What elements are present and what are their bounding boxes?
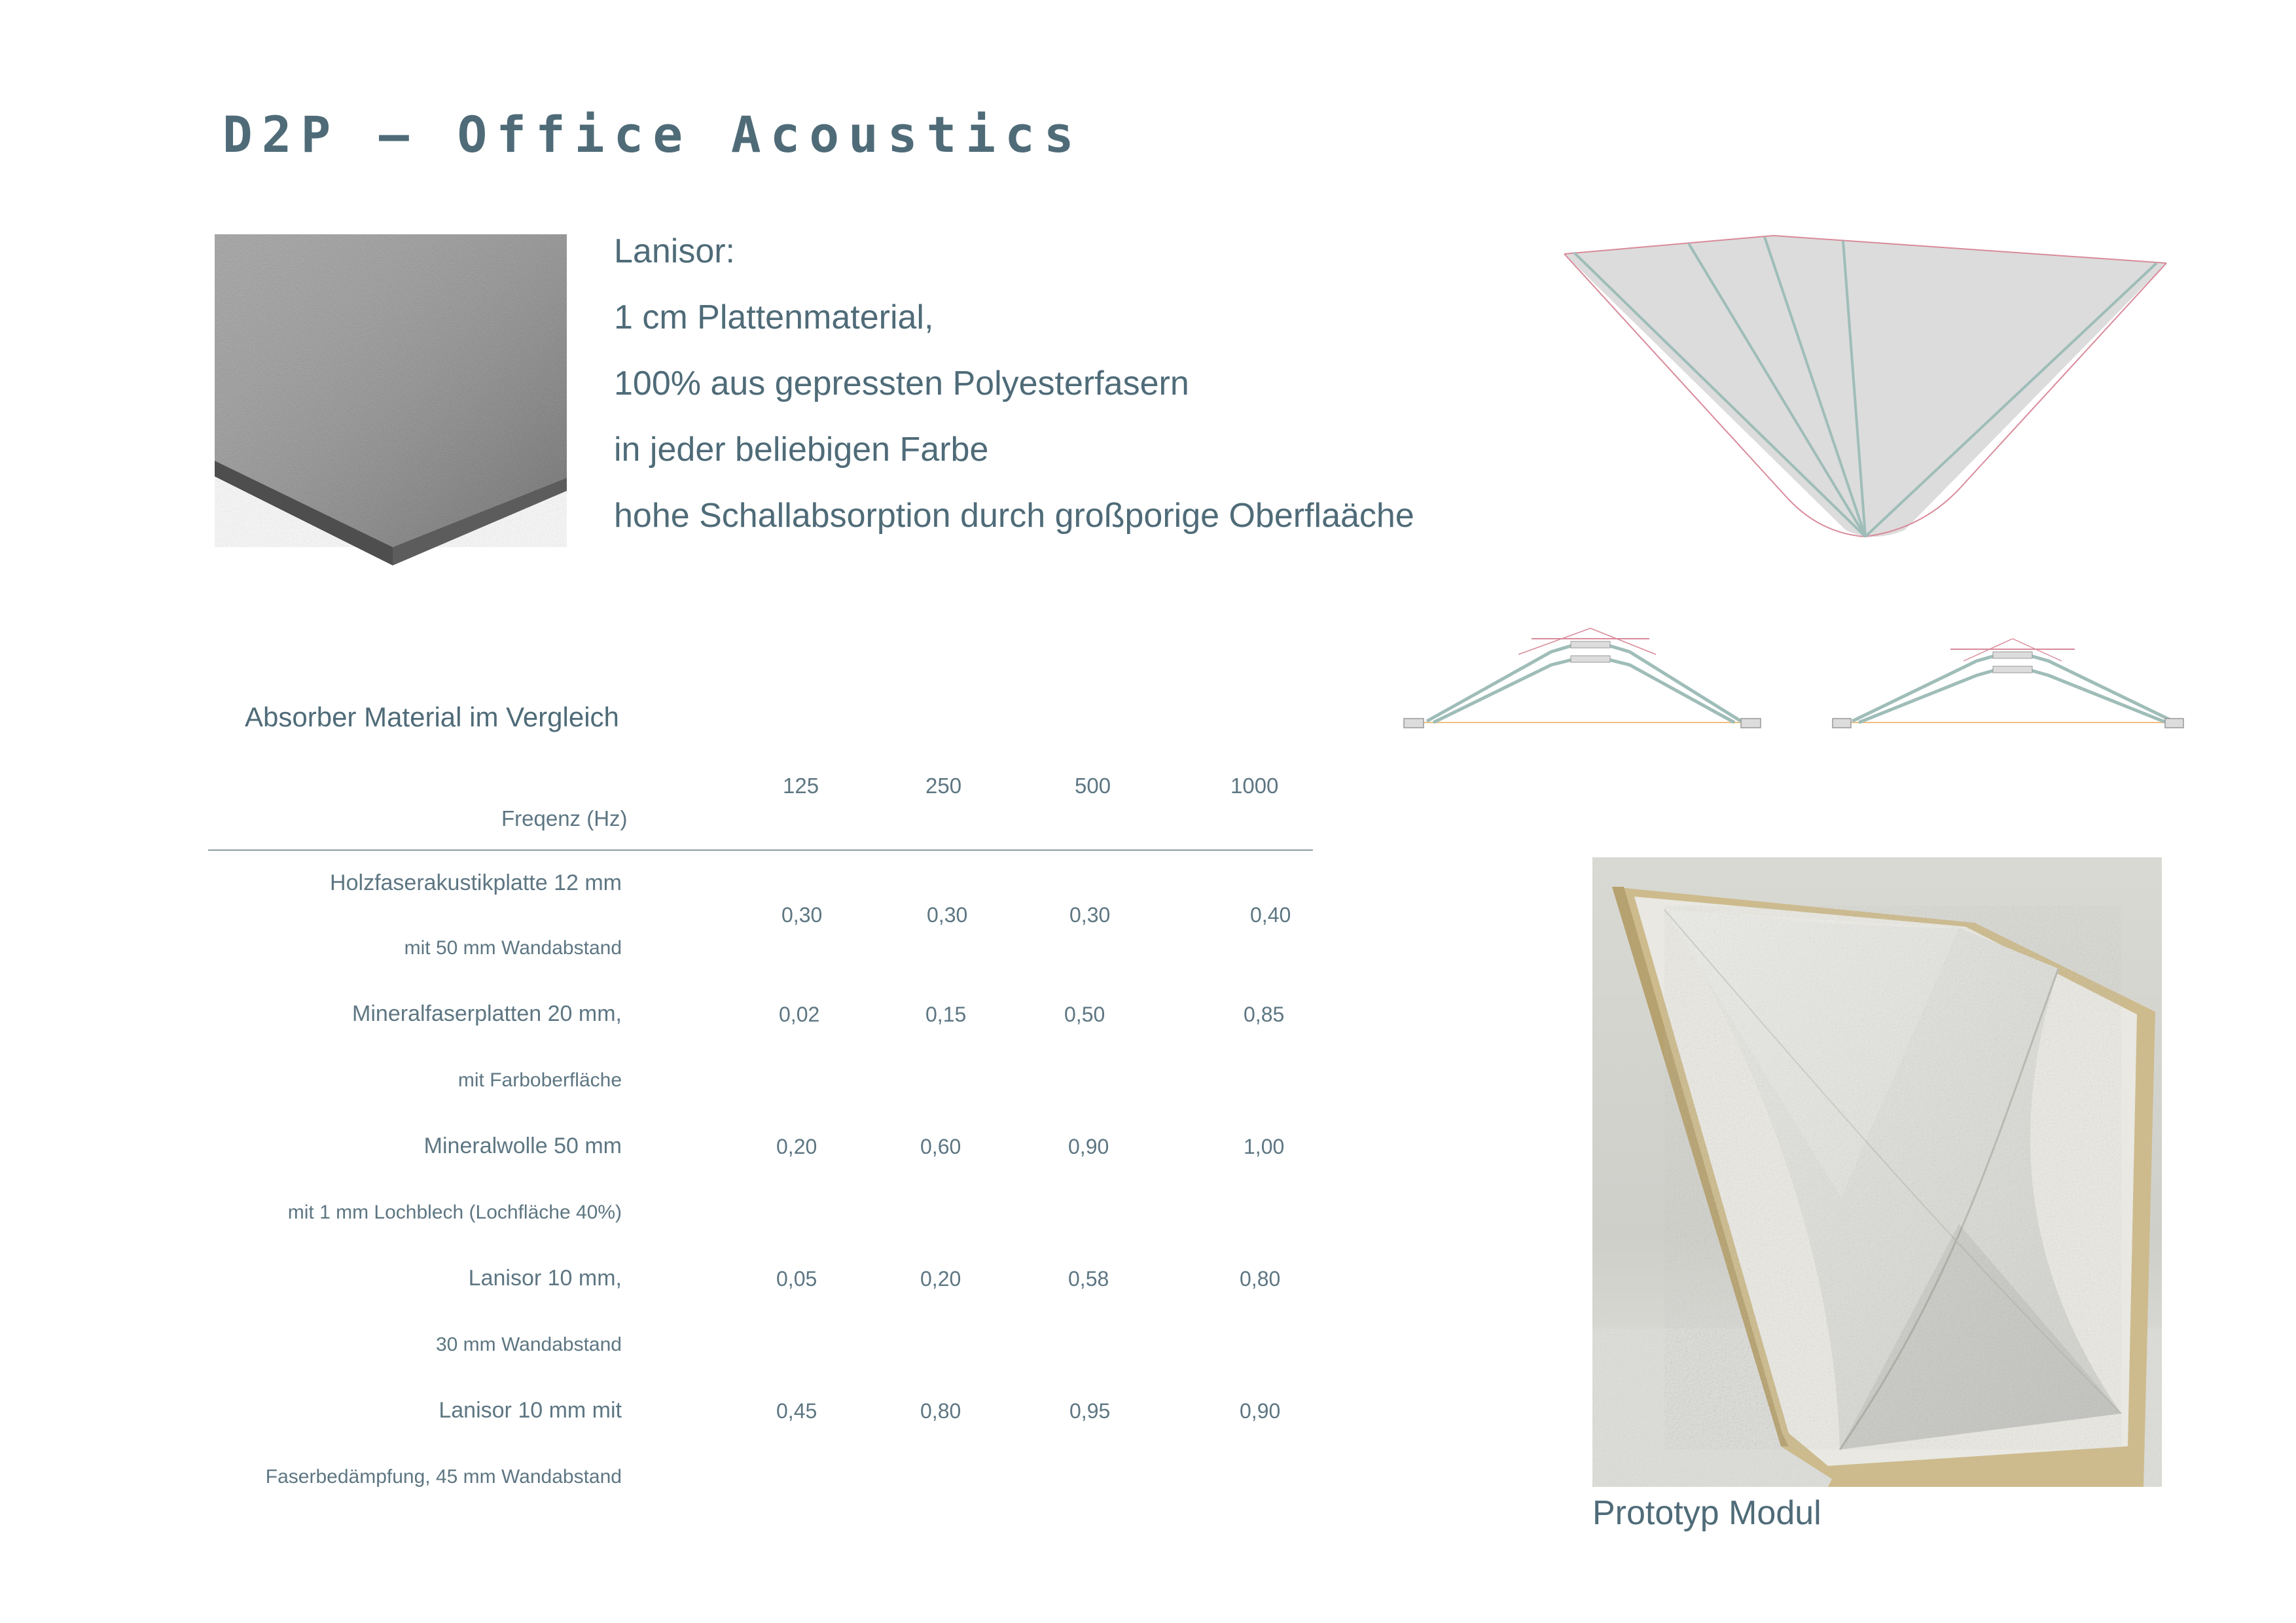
absorption-value: 0,80 <box>920 1399 961 1423</box>
frequency-header-label: Freqenz (Hz) <box>501 806 628 830</box>
intro-line: 1 cm Plattenmaterial, <box>614 298 934 336</box>
absorption-value: 0,95 <box>1069 1399 1111 1423</box>
frequency-header: 125 <box>783 774 819 798</box>
material-name: Holzfaserakustikplatte 12 mm <box>330 870 622 895</box>
section-diagram-left <box>1404 628 1761 728</box>
section-diagrams <box>1401 615 2186 746</box>
material-sample-image <box>215 234 567 565</box>
absorption-value: 0,40 <box>1250 903 1291 927</box>
absorption-value: 0,30 <box>927 903 968 927</box>
material-name: Lanisor 10 mm, <box>468 1266 622 1291</box>
absorption-value: 0,20 <box>776 1135 817 1158</box>
absorption-value: 0,05 <box>776 1267 817 1291</box>
intro-line: 100% aus gepressten Polyesterfasern <box>614 365 1189 402</box>
absorption-value: 0,85 <box>1244 1003 1285 1026</box>
absorption-value: 0,45 <box>776 1399 817 1423</box>
material-detail: mit 1 mm Lochblech (Lochfläche 40%) <box>287 1202 622 1223</box>
material-label-column <box>209 851 622 1505</box>
frequency-header: 250 <box>925 774 962 798</box>
module-fold-diagram <box>1558 229 2173 543</box>
absorption-value: 0,50 <box>1064 1003 1105 1026</box>
absorption-value: 1,00 <box>1244 1135 1285 1158</box>
absorption-value: 0,58 <box>1068 1267 1109 1291</box>
absorption-value: 0,30 <box>781 903 823 927</box>
absorption-value: 0,80 <box>1240 1267 1281 1291</box>
frequency-header: 500 <box>1075 774 1111 798</box>
material-name: Mineralfaserplatten 20 mm, <box>352 1001 622 1026</box>
intro-line: hohe Schallabsorption durch großporige Oberflaäche <box>614 497 1414 535</box>
material-name: Lanisor 10 mm mit <box>439 1398 622 1423</box>
frequency-header: 1000 <box>1230 774 1279 798</box>
intro-line: in jeder beliebigen Farbe <box>614 431 989 469</box>
material-detail: Faserbedämpfung, 45 mm Wandabstand <box>265 1466 622 1488</box>
material-description <box>614 234 1465 542</box>
absorption-value: 0,02 <box>779 1003 820 1026</box>
absorption-value: 0,90 <box>1240 1399 1281 1423</box>
absorption-value: 0,30 <box>1069 903 1111 927</box>
absorption-value: 0,20 <box>920 1267 961 1291</box>
absorption-value: 0,15 <box>925 1003 967 1026</box>
table-caption: Absorber Material im Vergleich <box>245 702 619 732</box>
material-detail: 30 mm Wandabstand <box>435 1334 622 1355</box>
material-detail: mit Farboberfläche <box>457 1069 622 1091</box>
section-diagram-right <box>1833 639 2183 728</box>
prototype-caption: Prototyp Modul <box>1592 1494 1821 1532</box>
intro-line: Lanisor: <box>614 232 735 270</box>
material-name: Mineralwolle 50 mm <box>423 1133 622 1158</box>
prototype-image <box>1592 857 2162 1487</box>
material-detail: mit 50 mm Wandabstand <box>404 937 622 959</box>
absorption-value: 0,60 <box>920 1135 961 1158</box>
absorption-value: 0,90 <box>1068 1135 1109 1158</box>
page-title: D2P – Office Acoustics <box>223 105 1083 164</box>
